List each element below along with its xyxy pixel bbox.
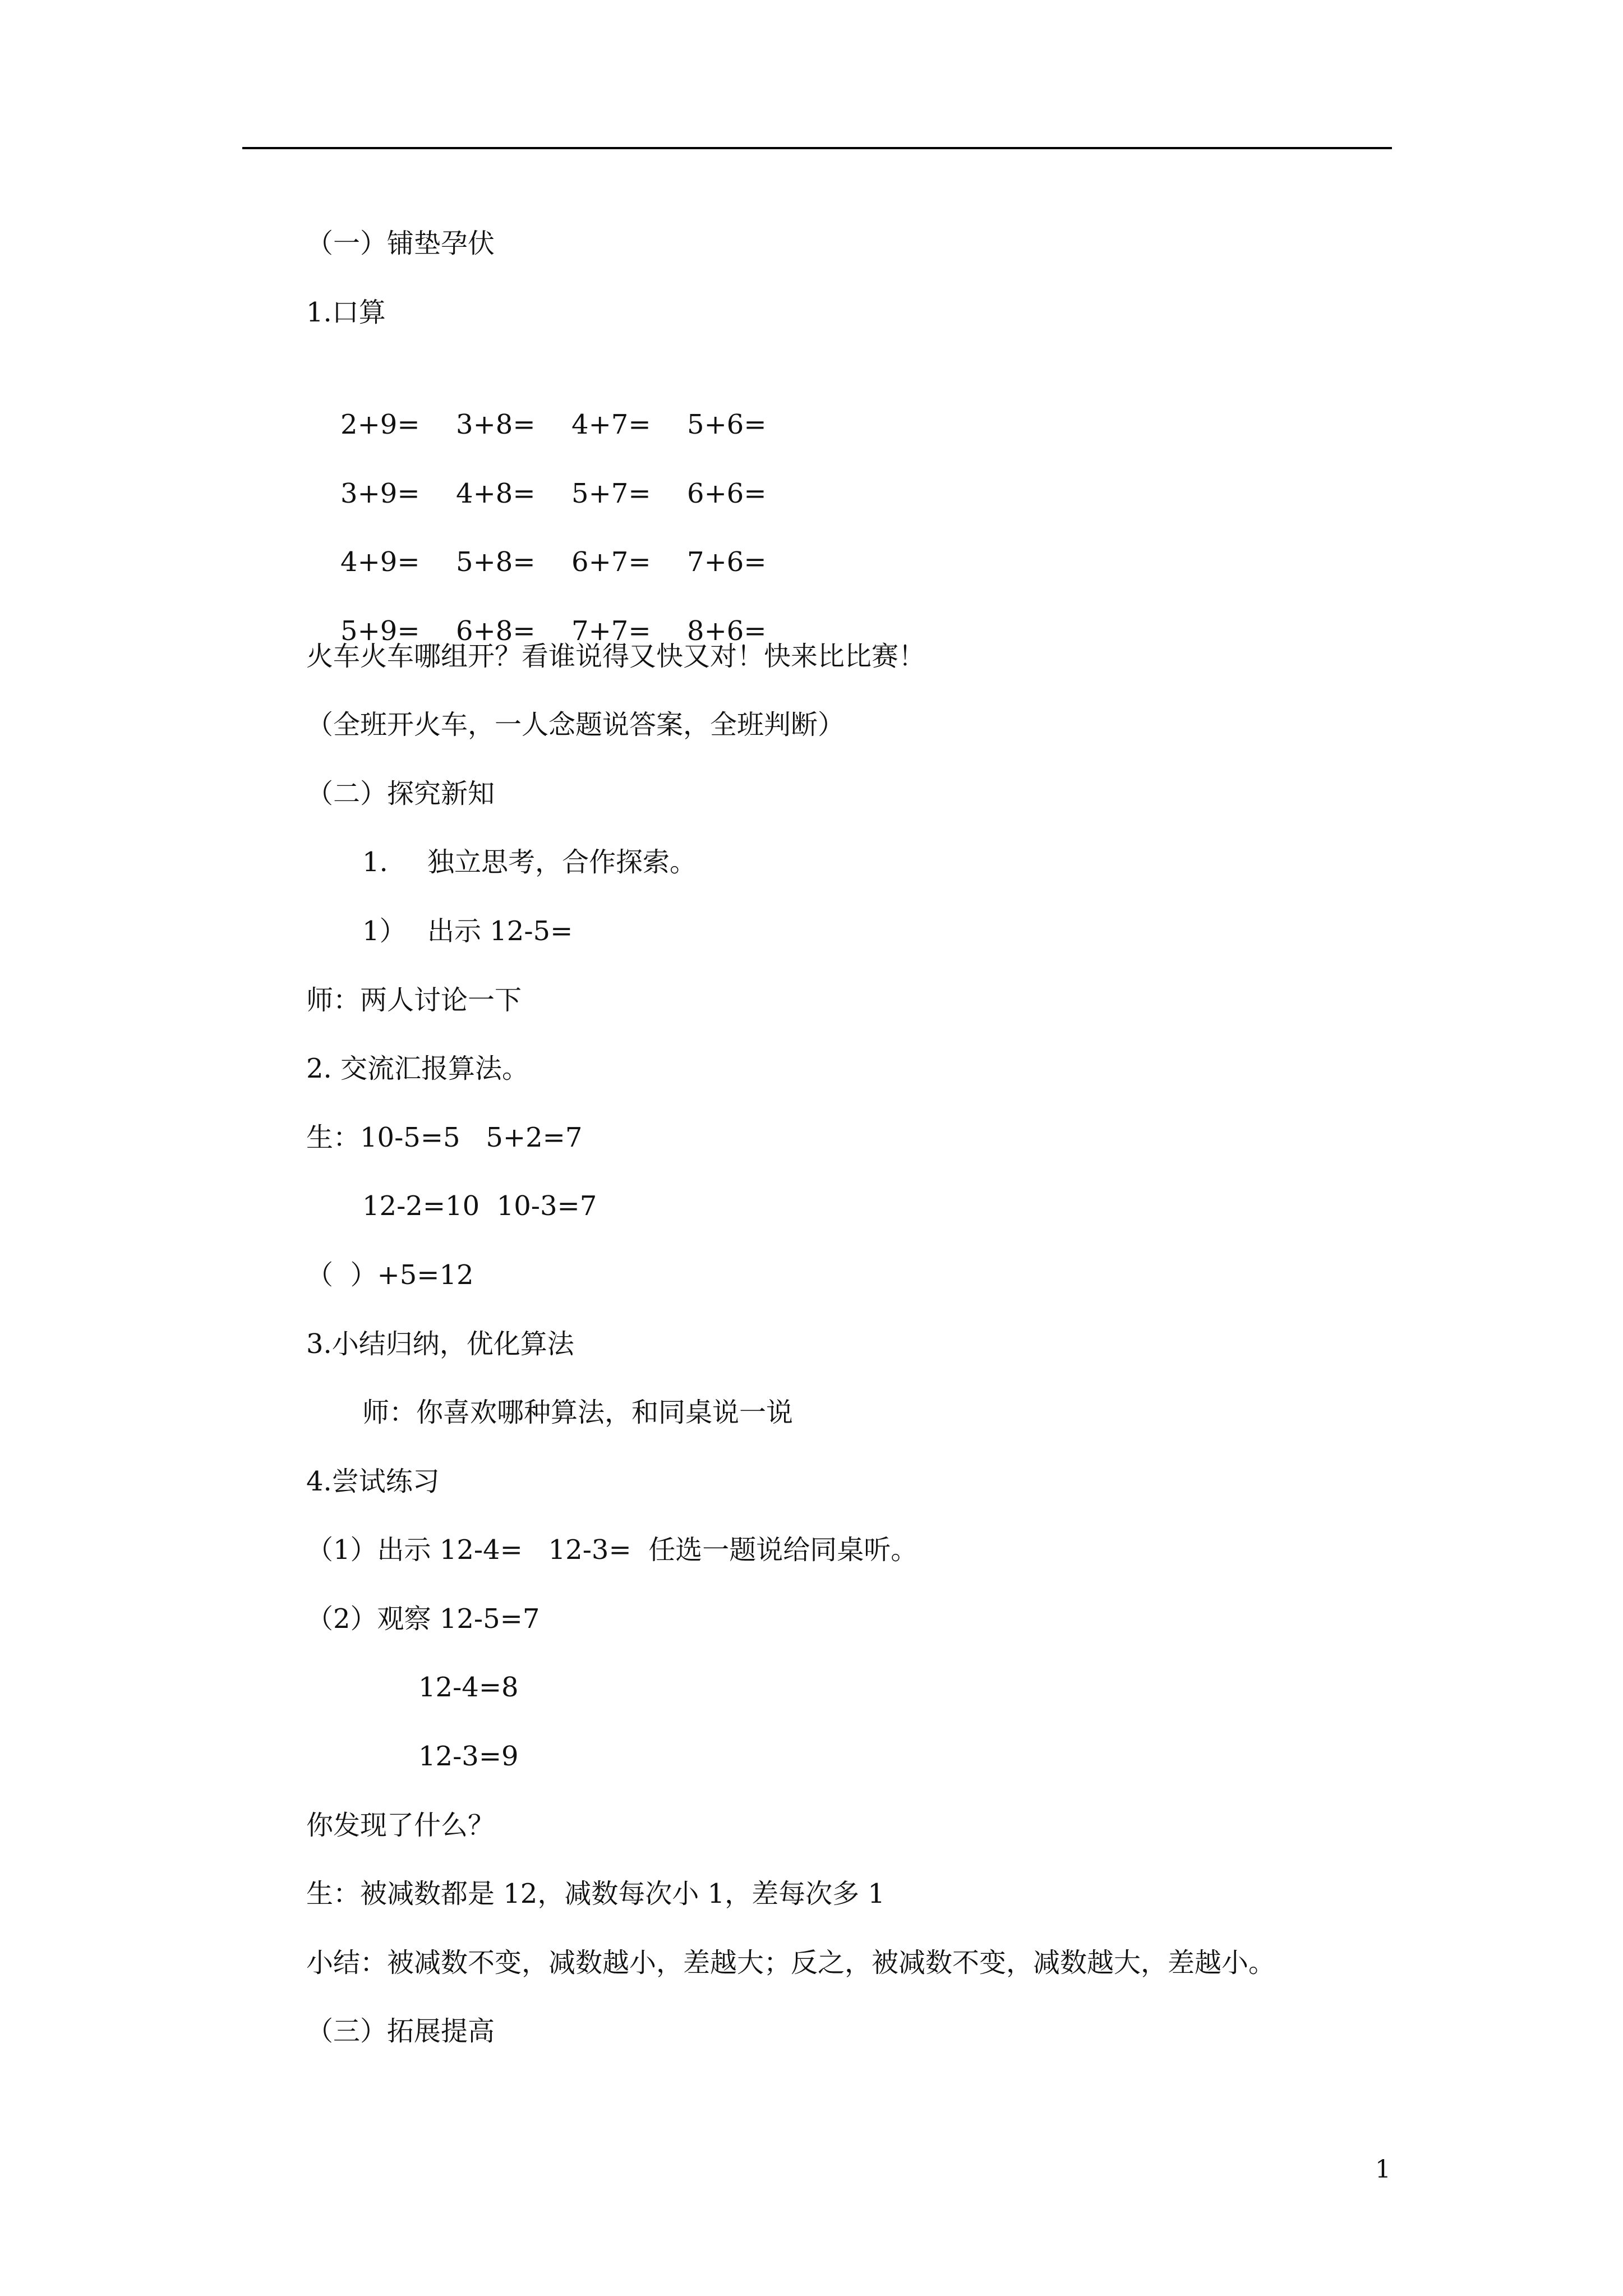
arith-cell: 6+7= [571,546,651,578]
step-1-text: 独立思考，合作探索。 [427,846,697,878]
arith-cell: 7+7= [571,615,651,647]
arith-cell: 7+6= [687,546,767,578]
practice-2-line-b: 12-4=8 [418,1672,519,1704]
arith-cell: 5+6= [687,409,767,441]
practice-2: （2）观察 12-5=7 [306,1603,540,1635]
student-methods-1: 生：10-5=5 5+2=7 [306,1121,583,1153]
page-number: 1 [1375,2155,1391,2184]
summary: 小结：被减数不变，减数越小，差越大；反之，被减数不变，减数越大，差越小。 [306,1947,1276,1978]
arith-cell: 3+9= [340,477,420,509]
arith-cell: 2+9= [340,409,420,441]
document-body [306,222,1400,2078]
arith-cell: 6+8= [456,615,536,647]
arith-row [306,359,1400,441]
header-rule [242,147,1392,149]
arith-cell: 8+6= [687,615,767,647]
item-oral-arithmetic: 1.口算 [306,296,386,328]
teacher-discuss: 师：两人讨论一下 [306,984,522,1016]
arith-cell: 3+8= [456,409,536,441]
question: 你发现了什么？ [306,1809,495,1841]
train-game-note: （全班开火车，一人念题说答案，全班判断） [306,709,845,741]
practice-1: （1）出示 12-4= 12-3= 任选一题说给同桌听。 [306,1534,918,1566]
arith-cell: 6+6= [687,477,767,509]
blank-equation: （ ）+5=12 [306,1259,474,1291]
student-methods-2: 12-2=10 10-3=7 [362,1190,597,1222]
step-1 [306,840,1400,909]
step-1-number: 1. [362,846,388,878]
step-1a [306,909,1400,978]
section-heading-2: （二）探究新知 [306,777,495,809]
section-heading-3: （三）拓展提高 [306,2016,495,2047]
arith-cell: 5+9= [340,615,420,647]
student-answer: 生：被减数都是 12，减数每次小 1，差每次多 1 [306,1878,885,1910]
step-3: 3.小结归纳，优化算法 [306,1328,574,1360]
teacher-prompt: 师：你喜欢哪种算法，和同桌说一说 [362,1397,794,1429]
train-game-line: 火车火车哪组开？看谁说得又快又对！快来比比赛！ [306,640,926,672]
step-1a-text: 出示 12-5= [427,915,573,947]
arith-cell: 5+7= [571,477,651,509]
practice-2-line-c: 12-3=9 [418,1741,519,1773]
step-4: 4.尝试练习 [306,1465,440,1497]
arith-cell: 5+8= [456,546,536,578]
arith-cell: 4+9= [340,546,420,578]
step-2: 2. 交流汇报算法。 [306,1053,529,1085]
step-1a-number: 1） [362,915,407,947]
arith-cell: 4+8= [456,477,536,509]
section-heading-1: （一）铺垫孕伏 [306,228,495,259]
arith-cell: 4+7= [571,409,651,441]
